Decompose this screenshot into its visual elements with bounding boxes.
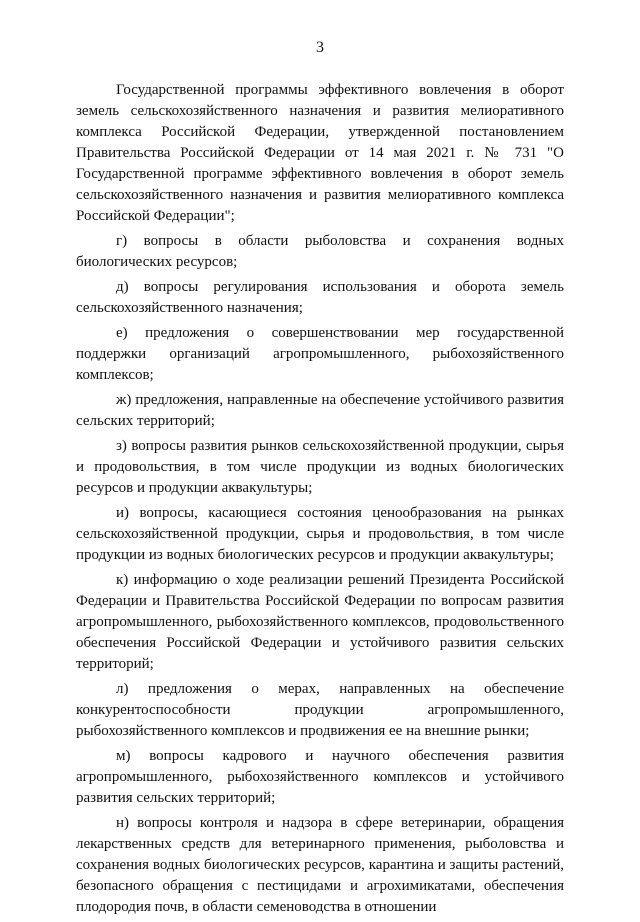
paragraph-item-e: е) предложения о совершенствовании мер государственной поддержки организаций агропромышленного, рыбохозяйственного комплексов;: [76, 325, 564, 383]
paragraph-item-zh: ж) предложения, направленные на обеспечение устойчивого развития сельских территорий;: [76, 392, 564, 429]
paragraph-item-g: г) вопросы в области рыболовства и сохранения водных биологических ресурсов;: [76, 233, 564, 270]
document-body: [76, 80, 564, 922]
page-number: 3: [316, 39, 324, 56]
paragraph-item-l: л) предложения о мерах, направленных на обеспечение конкурентоспособности продукции агропромышленного, рыбохозяйственного комплексов и продвижения ее на внешние рынки;: [76, 681, 564, 739]
paragraph-item-d: д) вопросы регулирования использования и оборота земель сельскохозяйственного назначения;: [76, 279, 564, 316]
paragraph-item-i: и) вопросы, касающиеся состояния ценообразования на рынках сельскохозяйственной продукции, сырья и продовольствия, в том числе продукции из водных биологических ресурсов и продукции аквакультуры;: [76, 505, 564, 563]
paragraph-item-n: н) вопросы контроля и надзора в сфере ветеринарии, обращения лекарственных средств для ветеринарного применения, рыболовства и сохранения водных биологических ресурсов, карантина и защиты растений, безопасного обращения с пестицидами и агрохимикатами, обеспечения плодородия почв, в области семеноводства в отношении: [76, 815, 564, 915]
paragraph-item-z: з) вопросы развития рынков сельскохозяйственной продукции, сырья и продовольствия, в том числе продукции из водных биологических ресурсов и продукции аквакультуры;: [76, 438, 564, 496]
paragraph-item-k: к) информацию о ходе реализации решений Президента Российской Федерации и Правительства Российской Федерации по вопросам развития агропромышленного, рыбохозяйственного комплексов, продовольственного обеспечения Российской Федерации и устойчивого развития сельских территорий;: [76, 572, 564, 672]
paragraph-item-m: м) вопросы кадрового и научного обеспечения развития агропромышленного, рыбохозяйственного комплексов и устойчивого развития сельских территорий;: [76, 748, 564, 806]
paragraph-continuation: Государственной программы эффективного вовлечения в оборот земель сельскохозяйственного назначения и развития мелиоративного комплекса Российской Федерации, утвержденной постановлением Правительства Российской Федерации от 14 мая 2021 г. № 731 "О Государственной программе эффективного вовлечения в оборот земель сельскохозяйственного назначения и развития мелиоративного комплекса Российской Федерации";: [76, 82, 564, 224]
